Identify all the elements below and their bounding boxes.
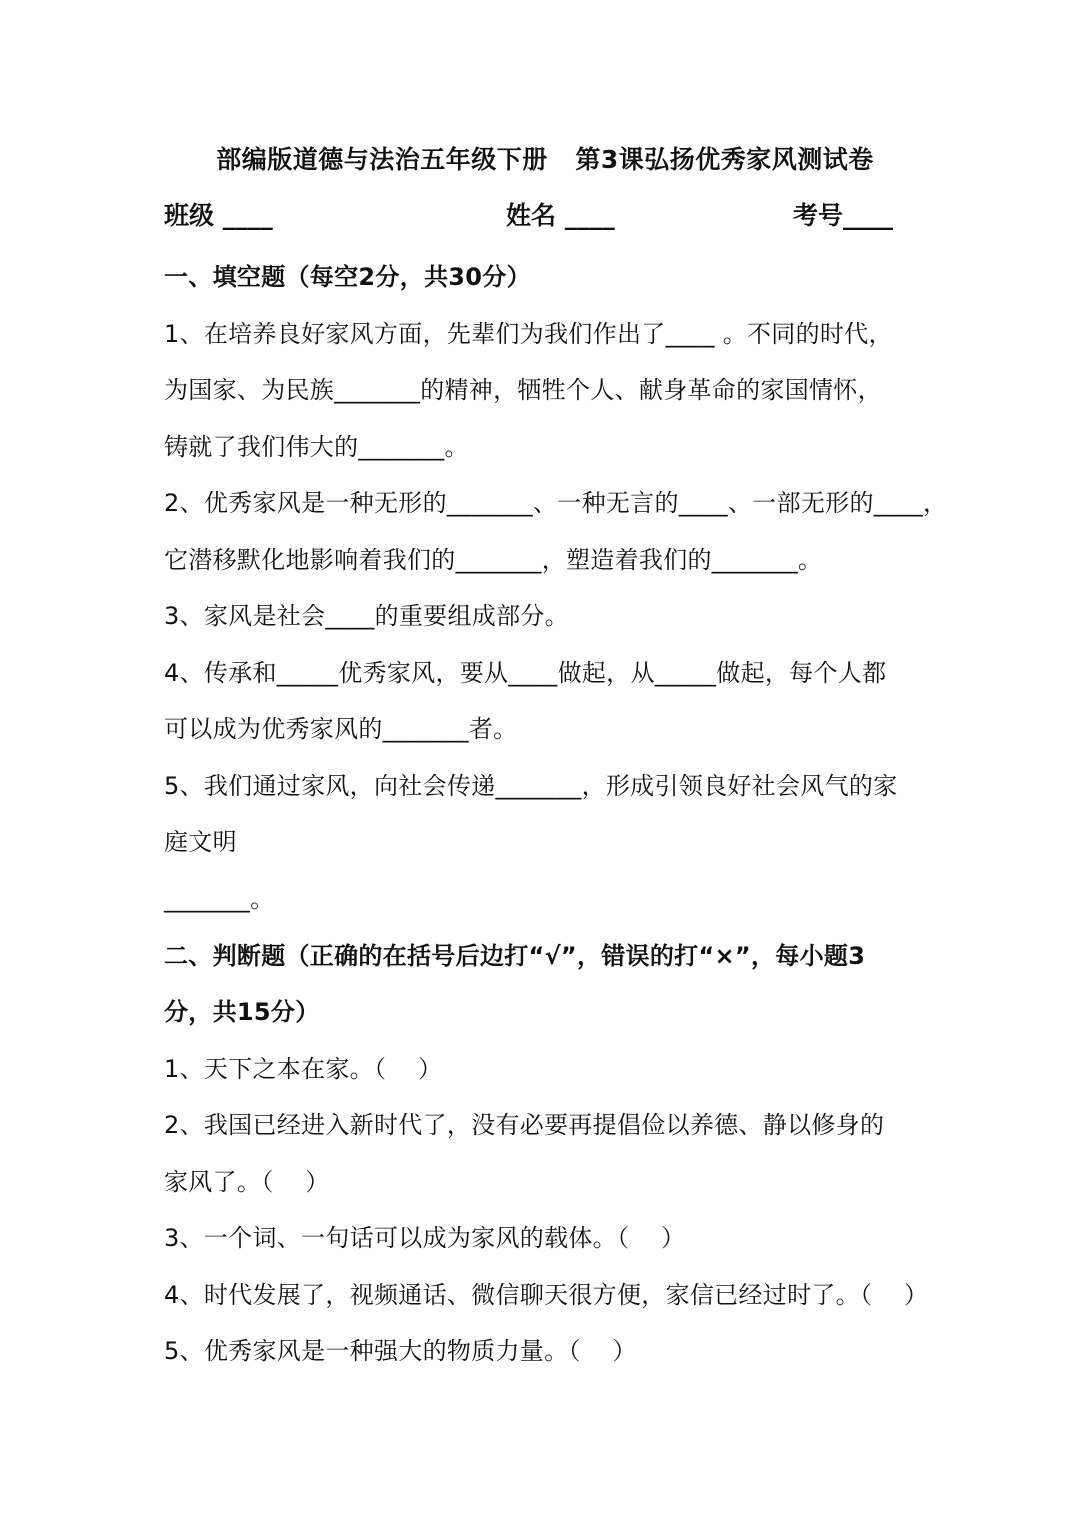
class-field: 班级 ____ [164,201,273,230]
question-line: 为国家、为民族_______的精神，牺牲个人、献身革命的家国情怀， [164,376,882,404]
question-line: 它潜移默化地影响着我们的_______，塑造着我们的_______。 [164,546,823,574]
question-line: 3、一个词、一句话可以成为家风的载体。（ ） [164,1224,686,1252]
question-line: 5、优秀家风是一种强大的物质力量。（ ） [164,1337,637,1365]
question-line: 庭文明 [164,828,237,856]
question-line: 2、我国已经进入新时代了，没有必要再提倡俭以养德、静以修身的 [164,1111,885,1139]
question-line: 3、家风是社会____的重要组成部分。 [164,602,569,630]
question-line: 1、在培养良好家风方面，先辈们为我们作出了____ 。不同的时代， [164,320,893,348]
section1-heading: 一、填空题（每空2分，共30分） [164,263,531,291]
question-line: 铸就了我们伟大的_______。 [164,433,469,461]
question-line: 2、优秀家风是一种无形的_______、一种无言的____、一部无形的____， [164,489,948,517]
name-field: 姓名 ____ [506,201,615,230]
paper-title: 部编版道德与法治五年级下册 第3课弘扬优秀家风测试卷 [216,145,874,174]
question-line: 1、天下之本在家。（ ） [164,1055,443,1083]
question-line: 家风了。（ ） [164,1168,330,1196]
question-line: 4、时代发展了，视频通话、微信聊天很方便，家信已经过时了。（ ） [164,1281,929,1309]
question-line: _______。 [164,885,275,913]
student-info-row [0,196,1080,236]
section2-heading-cont: 分，共15分） [164,998,320,1026]
question-line: 4、传承和_____优秀家风，要从____做起，从_____做起，每个人都 [164,659,887,687]
question-line: 5、我们通过家风，向社会传递_______，形成引领良好社会风气的家 [164,772,898,800]
section2-heading: 二、判断题（正确的在括号后边打“√”，错误的打“×”，每小题3 [164,942,866,970]
question-line: 可以成为优秀家风的_______者。 [164,715,518,743]
exam-number-field: 考号____ [793,201,894,230]
